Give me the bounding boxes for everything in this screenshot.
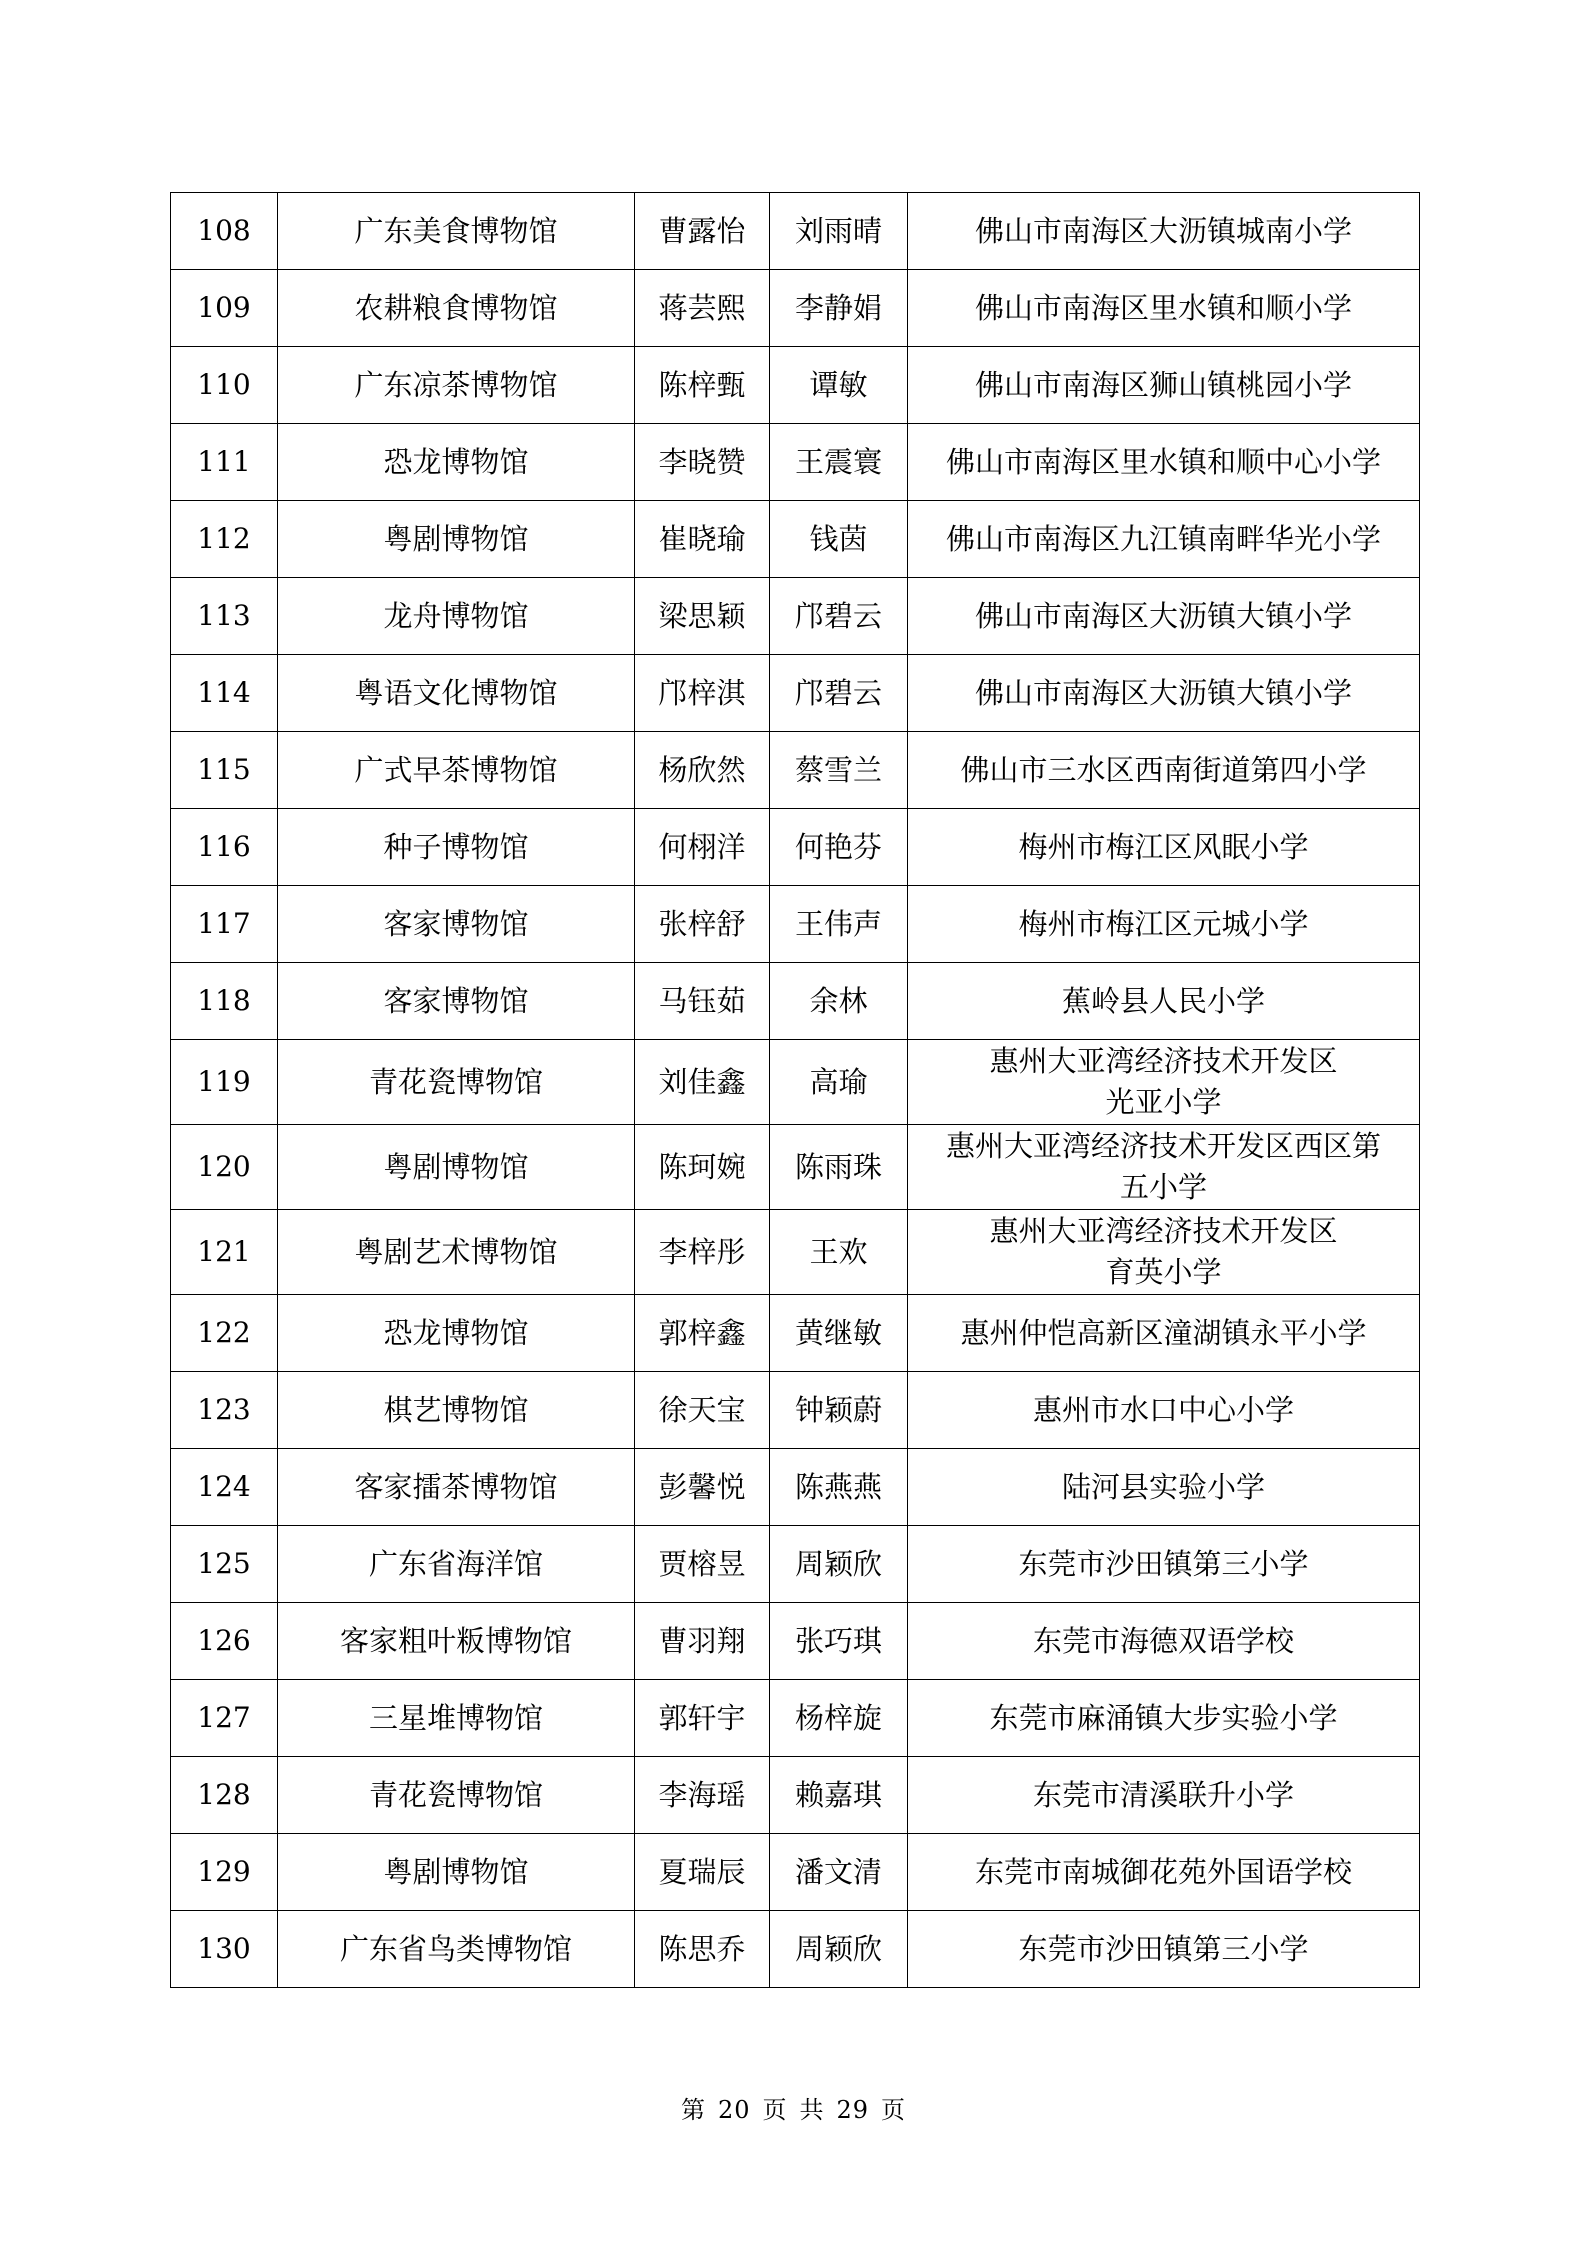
student-name-cell: 张梓舒 <box>635 886 770 963</box>
row-number-cell: 115 <box>171 732 278 809</box>
student-name-cell: 贾榕昱 <box>635 1526 770 1603</box>
row-number-cell: 119 <box>171 1040 278 1125</box>
teacher-name-cell: 张巧琪 <box>770 1603 908 1680</box>
table-row <box>171 193 1420 270</box>
row-number-cell: 124 <box>171 1449 278 1526</box>
table-row <box>171 655 1420 732</box>
student-name-cell: 蒋芸熙 <box>635 270 770 347</box>
school-name-cell: 东莞市沙田镇第三小学 <box>908 1526 1420 1603</box>
table-row <box>171 270 1420 347</box>
table-row <box>171 1757 1420 1834</box>
row-number-cell: 127 <box>171 1680 278 1757</box>
student-name-cell: 李晓赞 <box>635 424 770 501</box>
row-number-cell: 130 <box>171 1911 278 1988</box>
museum-name-cell: 客家粗叶粄博物馆 <box>278 1603 635 1680</box>
student-name-cell: 刘佳鑫 <box>635 1040 770 1125</box>
table-row <box>171 578 1420 655</box>
award-table <box>170 192 1420 1988</box>
table-row <box>171 1125 1420 1210</box>
page-footer <box>0 2090 1587 2125</box>
museum-name-cell: 粤剧博物馆 <box>278 1834 635 1911</box>
museum-name-cell: 客家博物馆 <box>278 886 635 963</box>
museum-name-cell: 恐龙博物馆 <box>278 1295 635 1372</box>
teacher-name-cell: 蔡雪兰 <box>770 732 908 809</box>
school-name-cell: 惠州大亚湾经济技术开发区 光亚小学 <box>908 1040 1420 1125</box>
school-name-cell: 惠州大亚湾经济技术开发区西区第 五小学 <box>908 1125 1420 1210</box>
teacher-name-cell: 李静娟 <box>770 270 908 347</box>
museum-name-cell: 广式早茶博物馆 <box>278 732 635 809</box>
school-name-cell: 佛山市南海区九江镇南畔华光小学 <box>908 501 1420 578</box>
student-name-cell: 徐天宝 <box>635 1372 770 1449</box>
school-name-cell: 惠州大亚湾经济技术开发区 育英小学 <box>908 1210 1420 1295</box>
teacher-name-cell: 赖嘉琪 <box>770 1757 908 1834</box>
table-row <box>171 1295 1420 1372</box>
table-row <box>171 886 1420 963</box>
teacher-name-cell: 周颖欣 <box>770 1526 908 1603</box>
school-name-cell: 东莞市南城御花苑外国语学校 <box>908 1834 1420 1911</box>
school-name-cell: 佛山市南海区大沥镇城南小学 <box>908 193 1420 270</box>
museum-name-cell: 粤剧博物馆 <box>278 1125 635 1210</box>
teacher-name-cell: 何艳芬 <box>770 809 908 886</box>
row-number-cell: 116 <box>171 809 278 886</box>
teacher-name-cell: 潘文清 <box>770 1834 908 1911</box>
school-name-cell: 东莞市沙田镇第三小学 <box>908 1911 1420 1988</box>
school-name-cell: 佛山市南海区里水镇和顺中心小学 <box>908 424 1420 501</box>
school-name-cell: 惠州市水口中心小学 <box>908 1372 1420 1449</box>
teacher-name-cell: 余林 <box>770 963 908 1040</box>
table-row <box>171 347 1420 424</box>
row-number-cell: 129 <box>171 1834 278 1911</box>
museum-name-cell: 青花瓷博物馆 <box>278 1040 635 1125</box>
row-number-cell: 118 <box>171 963 278 1040</box>
school-name-cell: 东莞市清溪联升小学 <box>908 1757 1420 1834</box>
museum-name-cell: 粤剧博物馆 <box>278 501 635 578</box>
row-number-cell: 128 <box>171 1757 278 1834</box>
row-number-cell: 109 <box>171 270 278 347</box>
row-number-cell: 123 <box>171 1372 278 1449</box>
school-name-cell: 蕉岭县人民小学 <box>908 963 1420 1040</box>
teacher-name-cell: 高瑜 <box>770 1040 908 1125</box>
museum-name-cell: 棋艺博物馆 <box>278 1372 635 1449</box>
table-row <box>171 1834 1420 1911</box>
student-name-cell: 陈思乔 <box>635 1911 770 1988</box>
row-number-cell: 120 <box>171 1125 278 1210</box>
teacher-name-cell: 王欢 <box>770 1210 908 1295</box>
museum-name-cell: 青花瓷博物馆 <box>278 1757 635 1834</box>
school-name-cell: 佛山市三水区西南街道第四小学 <box>908 732 1420 809</box>
table-row <box>171 501 1420 578</box>
teacher-name-cell: 王震寰 <box>770 424 908 501</box>
table-row <box>171 1040 1420 1125</box>
table-row <box>171 1372 1420 1449</box>
teacher-name-cell: 黄继敏 <box>770 1295 908 1372</box>
table-row <box>171 424 1420 501</box>
student-name-cell: 杨欣然 <box>635 732 770 809</box>
student-name-cell: 曹露怡 <box>635 193 770 270</box>
museum-name-cell: 广东凉茶博物馆 <box>278 347 635 424</box>
row-number-cell: 122 <box>171 1295 278 1372</box>
table-row <box>171 1911 1420 1988</box>
teacher-name-cell: 周颖欣 <box>770 1911 908 1988</box>
museum-name-cell: 龙舟博物馆 <box>278 578 635 655</box>
footer-current-page: 20 <box>717 2096 751 2124</box>
row-number-cell: 108 <box>171 193 278 270</box>
student-name-cell: 陈梓甄 <box>635 347 770 424</box>
row-number-cell: 117 <box>171 886 278 963</box>
table-body <box>171 193 1420 1988</box>
teacher-name-cell: 谭敏 <box>770 347 908 424</box>
row-number-cell: 125 <box>171 1526 278 1603</box>
school-name-cell: 东莞市海德双语学校 <box>908 1603 1420 1680</box>
student-name-cell: 何栩洋 <box>635 809 770 886</box>
museum-name-cell: 广东美食博物馆 <box>278 193 635 270</box>
school-name-cell: 佛山市南海区大沥镇大镇小学 <box>908 655 1420 732</box>
row-number-cell: 111 <box>171 424 278 501</box>
row-number-cell: 112 <box>171 501 278 578</box>
museum-name-cell: 粤语文化博物馆 <box>278 655 635 732</box>
row-number-cell: 113 <box>171 578 278 655</box>
student-name-cell: 李梓彤 <box>635 1210 770 1295</box>
school-name-cell: 东莞市麻涌镇大步实验小学 <box>908 1680 1420 1757</box>
student-name-cell: 郭轩宇 <box>635 1680 770 1757</box>
museum-name-cell: 广东省海洋馆 <box>278 1526 635 1603</box>
footer-page-word: 页 <box>762 2096 788 2124</box>
student-name-cell: 夏瑞辰 <box>635 1834 770 1911</box>
student-name-cell: 梁思颖 <box>635 578 770 655</box>
student-name-cell: 曹羽翔 <box>635 1603 770 1680</box>
museum-name-cell: 客家博物馆 <box>278 963 635 1040</box>
teacher-name-cell: 钱茵 <box>770 501 908 578</box>
museum-name-cell: 恐龙博物馆 <box>278 424 635 501</box>
student-name-cell: 陈珂婉 <box>635 1125 770 1210</box>
table-row <box>171 1449 1420 1526</box>
student-name-cell: 李海瑶 <box>635 1757 770 1834</box>
teacher-name-cell: 王伟声 <box>770 886 908 963</box>
footer-suffix: 页 <box>881 2096 907 2124</box>
museum-name-cell: 农耕粮食博物馆 <box>278 270 635 347</box>
student-name-cell: 邝梓淇 <box>635 655 770 732</box>
table-row <box>171 732 1420 809</box>
footer-prefix: 第 <box>680 2096 706 2124</box>
table-row <box>171 1210 1420 1295</box>
teacher-name-cell: 杨梓旋 <box>770 1680 908 1757</box>
museum-name-cell: 广东省鸟类博物馆 <box>278 1911 635 1988</box>
school-name-cell: 梅州市梅江区风眠小学 <box>908 809 1420 886</box>
teacher-name-cell: 邝碧云 <box>770 578 908 655</box>
table-row <box>171 1526 1420 1603</box>
row-number-cell: 126 <box>171 1603 278 1680</box>
row-number-cell: 114 <box>171 655 278 732</box>
table-row <box>171 963 1420 1040</box>
museum-name-cell: 粤剧艺术博物馆 <box>278 1210 635 1295</box>
museum-name-cell: 种子博物馆 <box>278 809 635 886</box>
school-name-cell: 佛山市南海区大沥镇大镇小学 <box>908 578 1420 655</box>
school-name-cell: 佛山市南海区里水镇和顺小学 <box>908 270 1420 347</box>
teacher-name-cell: 陈雨珠 <box>770 1125 908 1210</box>
school-name-cell: 梅州市梅江区元城小学 <box>908 886 1420 963</box>
student-name-cell: 彭馨悦 <box>635 1449 770 1526</box>
student-name-cell: 郭梓鑫 <box>635 1295 770 1372</box>
school-name-cell: 惠州仲恺高新区潼湖镇永平小学 <box>908 1295 1420 1372</box>
student-name-cell: 马钰茹 <box>635 963 770 1040</box>
row-number-cell: 121 <box>171 1210 278 1295</box>
museum-name-cell: 三星堆博物馆 <box>278 1680 635 1757</box>
row-number-cell: 110 <box>171 347 278 424</box>
table-row <box>171 1603 1420 1680</box>
teacher-name-cell: 陈燕燕 <box>770 1449 908 1526</box>
table-row <box>171 1680 1420 1757</box>
teacher-name-cell: 钟颖蔚 <box>770 1372 908 1449</box>
school-name-cell: 佛山市南海区狮山镇桃园小学 <box>908 347 1420 424</box>
museum-name-cell: 客家擂茶博物馆 <box>278 1449 635 1526</box>
footer-total-word: 共 <box>799 2096 825 2124</box>
student-name-cell: 崔晓瑜 <box>635 501 770 578</box>
teacher-name-cell: 刘雨晴 <box>770 193 908 270</box>
school-name-cell: 陆河县实验小学 <box>908 1449 1420 1526</box>
table-row <box>171 809 1420 886</box>
footer-total-pages: 29 <box>836 2096 870 2124</box>
teacher-name-cell: 邝碧云 <box>770 655 908 732</box>
